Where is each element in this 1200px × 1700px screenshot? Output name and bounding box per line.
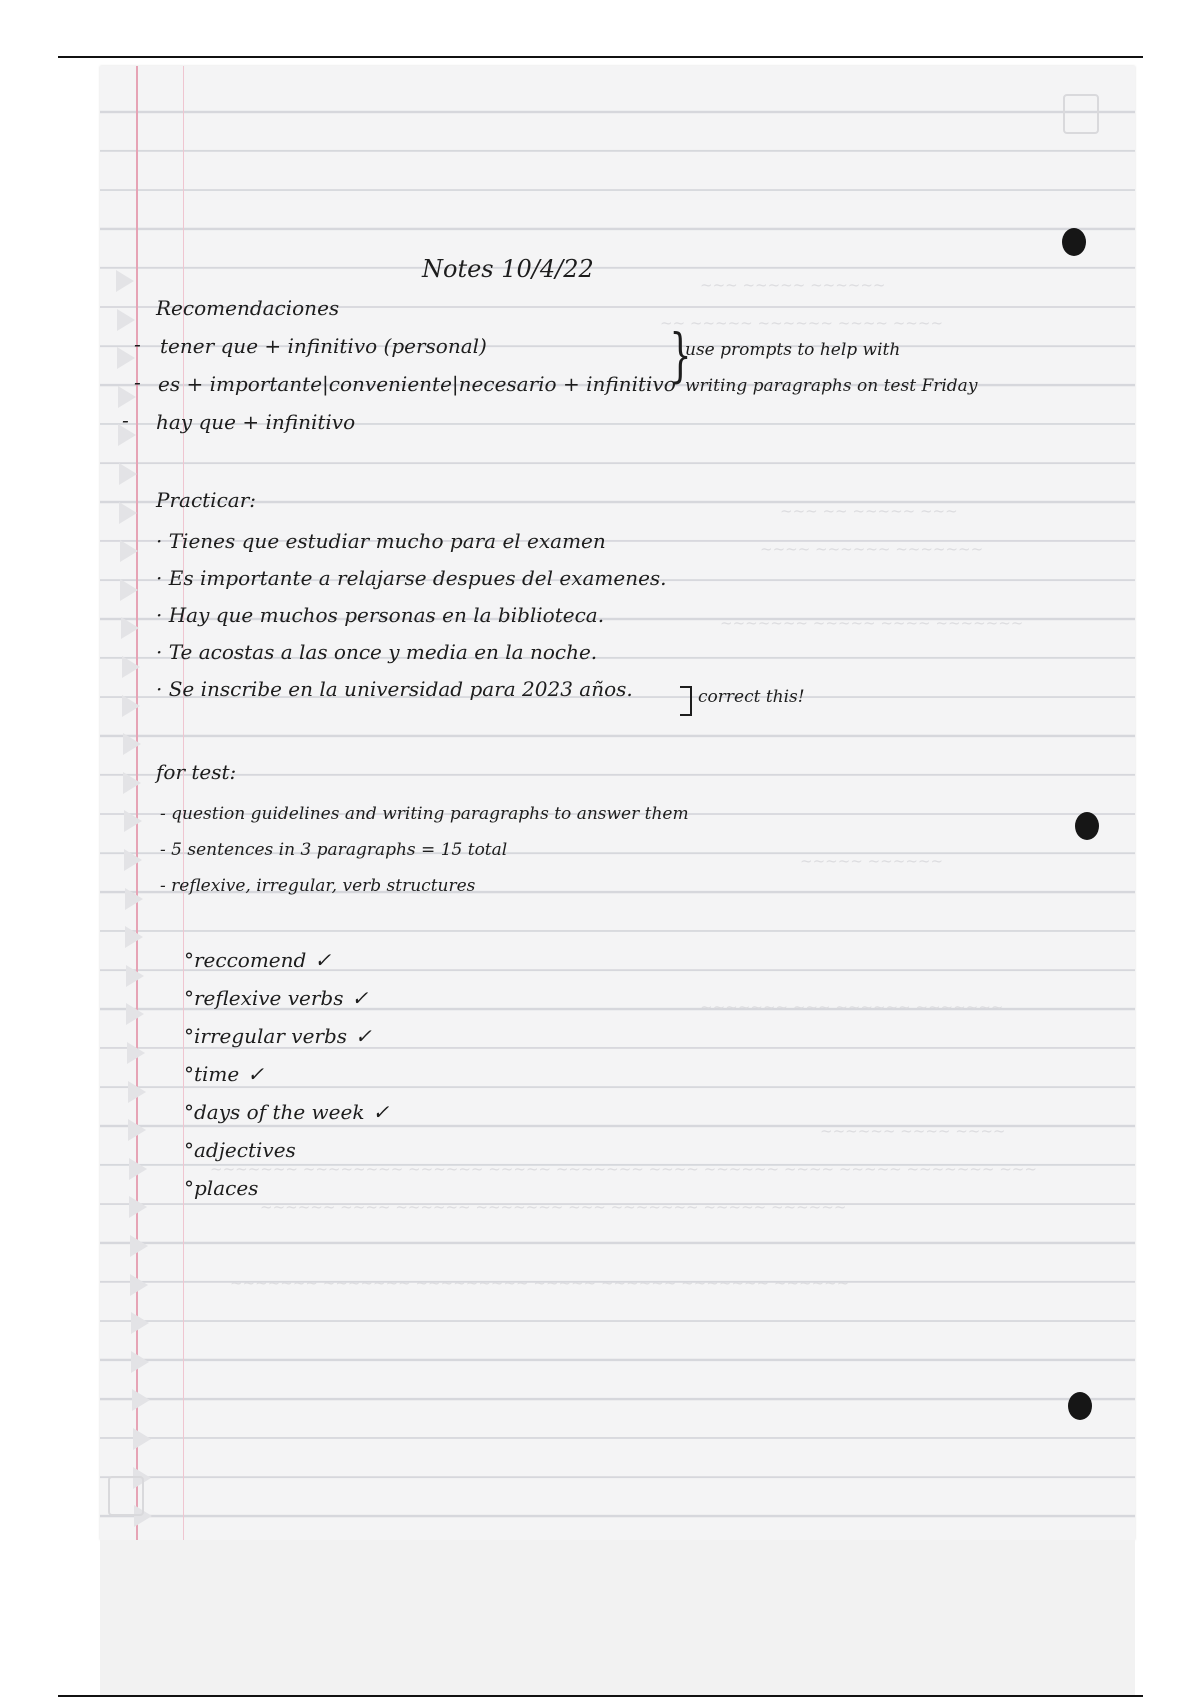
binder-hole-3	[1068, 1392, 1092, 1420]
margin-marker	[120, 579, 138, 601]
margin-marker	[124, 810, 142, 832]
margin-marker	[118, 386, 136, 408]
check-icon: ✓	[314, 948, 332, 972]
item-text: Se inscribe en la universidad para 2023 años.	[168, 677, 633, 701]
brace-mark: }	[669, 321, 692, 389]
page-corner-icon-bottom	[108, 1476, 144, 1516]
side-note-line: use prompts to help with	[685, 340, 901, 360]
margin-marker	[116, 270, 134, 292]
list-bullet: ·	[156, 529, 169, 553]
practice-sentence	[156, 679, 633, 699]
margin-marker	[130, 1274, 148, 1296]
page-title: Notes 10/4/22	[422, 255, 594, 283]
topic-label: reflexive verbs	[194, 986, 344, 1010]
bleed-through-strokes: ~~~ ~~~~~ ~~~~~~	[700, 276, 886, 294]
item-text: reflexive, irregular, verb structures	[171, 876, 476, 896]
for-test-item	[160, 806, 689, 823]
top-rule	[58, 56, 1143, 58]
topic-item	[184, 1140, 296, 1160]
list-bullet: °	[184, 1176, 194, 1200]
margin-line-faint	[183, 66, 184, 1540]
list-bullet: ·	[156, 603, 169, 627]
correction-note: correct this!	[698, 687, 805, 707]
margin-marker	[119, 463, 137, 485]
bleed-through-strokes: ~~~ ~~ ~~~~~ ~~~	[780, 502, 958, 520]
check-icon: ✓	[372, 1100, 390, 1124]
margin-marker	[124, 849, 142, 871]
practice-sentence	[156, 642, 597, 662]
list-bullet: -	[160, 876, 172, 896]
margin-marker	[117, 309, 135, 331]
bleed-through-strokes: ~~ ~~~~~ ~~~~~~ ~~~~ ~~~~	[660, 314, 944, 332]
for-test-item	[160, 842, 507, 859]
topic-label: irregular verbs	[194, 1024, 348, 1048]
item-text: Tienes que estudiar mucho para el examen	[168, 529, 606, 553]
recommendation-item: tener que + infinitivo (personal)	[160, 334, 487, 358]
list-bullet: °	[184, 1138, 194, 1162]
check-icon: ✓	[247, 1062, 264, 1086]
list-bullet: °	[184, 1100, 194, 1124]
margin-marker	[117, 347, 135, 369]
margin-marker	[130, 1235, 148, 1257]
topic-label: reccomend	[194, 948, 307, 972]
list-bullet: °	[184, 986, 194, 1010]
topic-item	[184, 1026, 372, 1046]
list-bullet: ·	[156, 677, 169, 701]
margin-marker	[128, 1081, 146, 1103]
check-icon: ✓	[355, 1024, 372, 1048]
list-bullet: -	[160, 840, 172, 860]
margin-marker	[119, 502, 137, 524]
topic-item	[184, 1102, 389, 1122]
binder-hole-1	[1062, 228, 1086, 256]
list-bullet: -	[160, 804, 172, 824]
list-bullet: ·	[156, 640, 169, 664]
page-corner-icon	[1063, 94, 1099, 134]
section-heading-recomendaciones: Recomendaciones	[156, 296, 340, 320]
bleed-through-strokes: ~~~~~~~ ~~~~~~~~ ~~~~~~ ~~~~~ ~~~~~~~ ~~~~ ~~~~~~ ~~~~ ~~~~~ ~~~~~~~ ~~~	[210, 1160, 1037, 1178]
correction-bracket	[680, 686, 692, 716]
margin-marker	[120, 540, 138, 562]
margin-marker	[127, 1042, 145, 1064]
margin-marker	[129, 1158, 147, 1180]
item-text: 5 sentences in 3 paragraphs = 15 total	[171, 840, 508, 860]
bleed-through-strokes: ~~~~~~~ ~~~~~ ~~~~ ~~~~~~~	[720, 614, 1024, 632]
list-bullet: ·	[156, 566, 169, 590]
bleed-through-strokes: ~~~~~~ ~~~~ ~~~~~~ ~~~~~~~ ~~~ ~~~~~~~ ~~~~~ ~~~~~~	[260, 1198, 847, 1216]
practice-sentence	[156, 568, 667, 588]
bleed-through-strokes: ~~~~~ ~~~~~~	[800, 852, 944, 870]
margin-marker	[123, 772, 141, 794]
bottom-rule	[58, 1695, 1143, 1697]
recommendation-item: es + importante|conveniente|necesario + infinitivo	[158, 372, 676, 396]
item-text: Te acostas a las once y media en la noche.	[168, 640, 598, 664]
margin-marker	[129, 1196, 147, 1218]
section-heading-for-test: for test:	[156, 760, 237, 784]
bleed-through-strokes: ~~~~~~~ ~~~~~~~ ~~~~~~~~~ ~~~~~ ~~~~~~ ~~~~~~~ ~~~~~~	[230, 1274, 850, 1292]
margin-marker	[133, 1428, 151, 1450]
recommendation-item: hay que + infinitivo	[156, 410, 356, 434]
list-bullet: -	[134, 370, 141, 394]
list-bullet: -	[134, 332, 141, 356]
topic-item	[184, 1064, 264, 1084]
bleed-through-strokes: ~~~~ ~~~~~~ ~~~~~~~	[760, 540, 984, 558]
margin-marker	[126, 1003, 144, 1025]
item-text: Es importante a relajarse despues del examenes.	[168, 566, 667, 590]
margin-marker	[126, 965, 144, 987]
margin-marker	[121, 617, 139, 639]
list-bullet: °	[184, 1062, 194, 1086]
notebook-page	[100, 66, 1135, 1540]
topic-item	[184, 950, 331, 970]
item-text: question guidelines and writing paragraphs to answer them	[171, 804, 689, 824]
list-bullet: °	[184, 948, 194, 972]
practice-sentence	[156, 605, 604, 625]
topic-label: places	[194, 1176, 259, 1200]
check-icon: ✓	[351, 986, 369, 1010]
list-bullet: °	[184, 1024, 194, 1048]
topic-label: days of the week	[194, 1100, 365, 1124]
bleed-through-strokes: ~~~~~~~ ~~~ ~~~~~~ ~~~~~~~	[700, 998, 1004, 1016]
list-bullet: -	[122, 408, 129, 432]
margin-marker	[122, 656, 140, 678]
binder-hole-2	[1075, 812, 1099, 840]
section-heading-practicar: Practicar:	[156, 488, 256, 512]
margin-marker	[123, 733, 141, 755]
margin-marker	[122, 695, 140, 717]
margin-marker	[131, 1351, 149, 1373]
topic-item	[184, 988, 368, 1008]
margin-marker	[128, 1119, 146, 1141]
margin-marker	[125, 888, 143, 910]
margin-marker	[125, 926, 143, 948]
side-note-line: writing paragraphs on test Friday	[685, 376, 978, 396]
scan-margin	[100, 1540, 1135, 1695]
topic-item	[184, 1178, 258, 1198]
topic-label: adjectives	[194, 1138, 296, 1162]
for-test-item	[160, 878, 475, 895]
practice-sentence	[156, 531, 606, 551]
topic-label: time	[194, 1062, 240, 1086]
bleed-through-strokes: ~~~~~~ ~~~~ ~~~~	[820, 1122, 1006, 1140]
margin-marker	[132, 1389, 150, 1411]
item-text: Hay que muchos personas en la biblioteca.	[168, 603, 605, 627]
margin-marker	[131, 1312, 149, 1334]
